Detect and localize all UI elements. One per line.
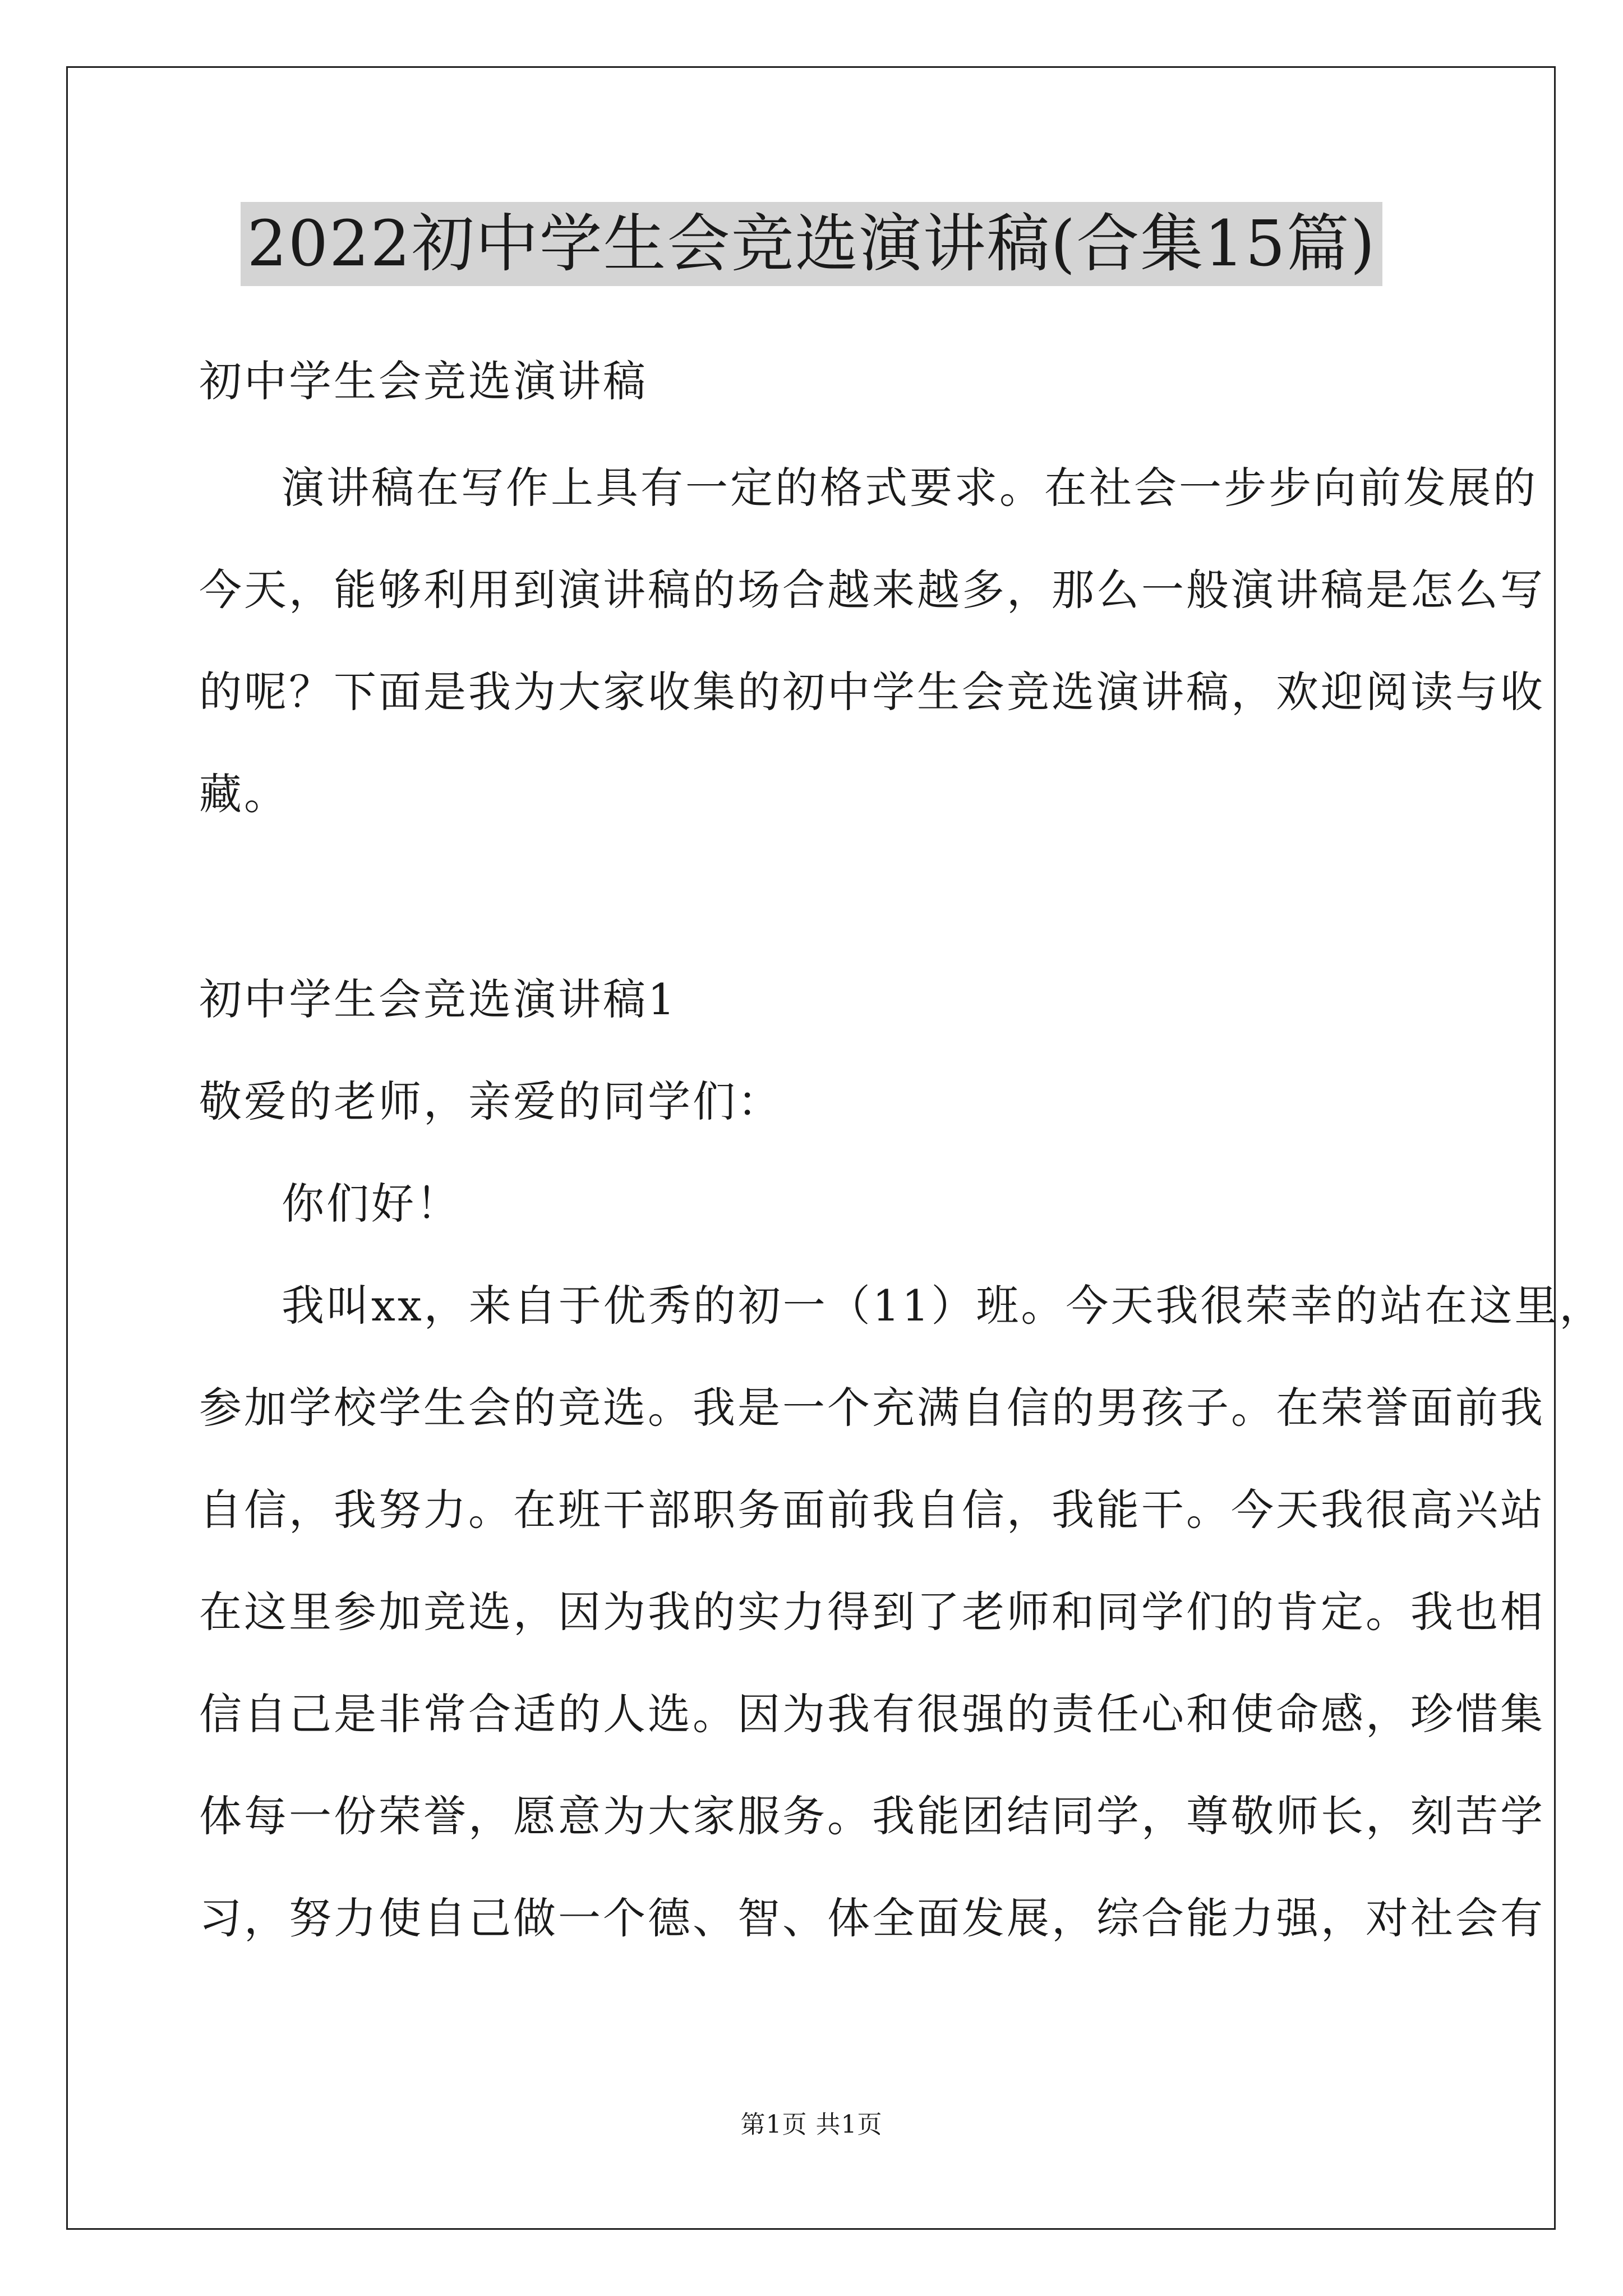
- body-line-6: 体每一份荣誉，愿意为大家服务。我能团结同学，尊敬师长，刻苦学: [199, 1791, 1545, 1841]
- body-line-1: 我叫xx，来自于优秀的初一（11）班。今天我很荣幸的站在这里，: [282, 1281, 1604, 1331]
- body-line-3: 自信，我努力。在班干部职务面前我自信，我能干。今天我很高兴站: [199, 1485, 1545, 1535]
- section-title: 初中学生会竞选演讲稿1: [199, 974, 677, 1024]
- page-footer: 第1页 共1页: [740, 2110, 883, 2139]
- intro-line-3: 的呢？下面是我为大家收集的初中学生会竞选演讲稿，欢迎阅读与收: [199, 667, 1545, 717]
- salutation: 敬爱的老师，亲爱的同学们：: [199, 1076, 782, 1126]
- intro-line-2: 今天，能够利用到演讲稿的场合越来越多，那么一般演讲稿是怎么写: [199, 565, 1545, 615]
- intro-line-4: 藏。: [199, 769, 289, 819]
- document-subtitle: 初中学生会竞选演讲稿: [199, 356, 648, 406]
- title-container: [0, 202, 1623, 286]
- greeting: 你们好！: [282, 1179, 461, 1228]
- document-title: 2022初中学生会竞选演讲稿(合集15篇): [241, 202, 1383, 286]
- body-line-4: 在这里参加竞选，因为我的实力得到了老师和同学们的肯定。我也相: [199, 1587, 1545, 1637]
- body-line-2: 参加学校学生会的竞选。我是一个充满自信的男孩子。在荣誉面前我: [199, 1383, 1545, 1433]
- intro-line-1: 演讲稿在写作上具有一定的格式要求。在社会一步步向前发展的: [282, 463, 1538, 513]
- body-line-5: 信自己是非常合适的人选。因为我有很强的责任心和使命感，珍惜集: [199, 1689, 1545, 1739]
- body-line-7: 习，努力使自己做一个德、智、体全面发展，综合能力强，对社会有: [199, 1893, 1545, 1943]
